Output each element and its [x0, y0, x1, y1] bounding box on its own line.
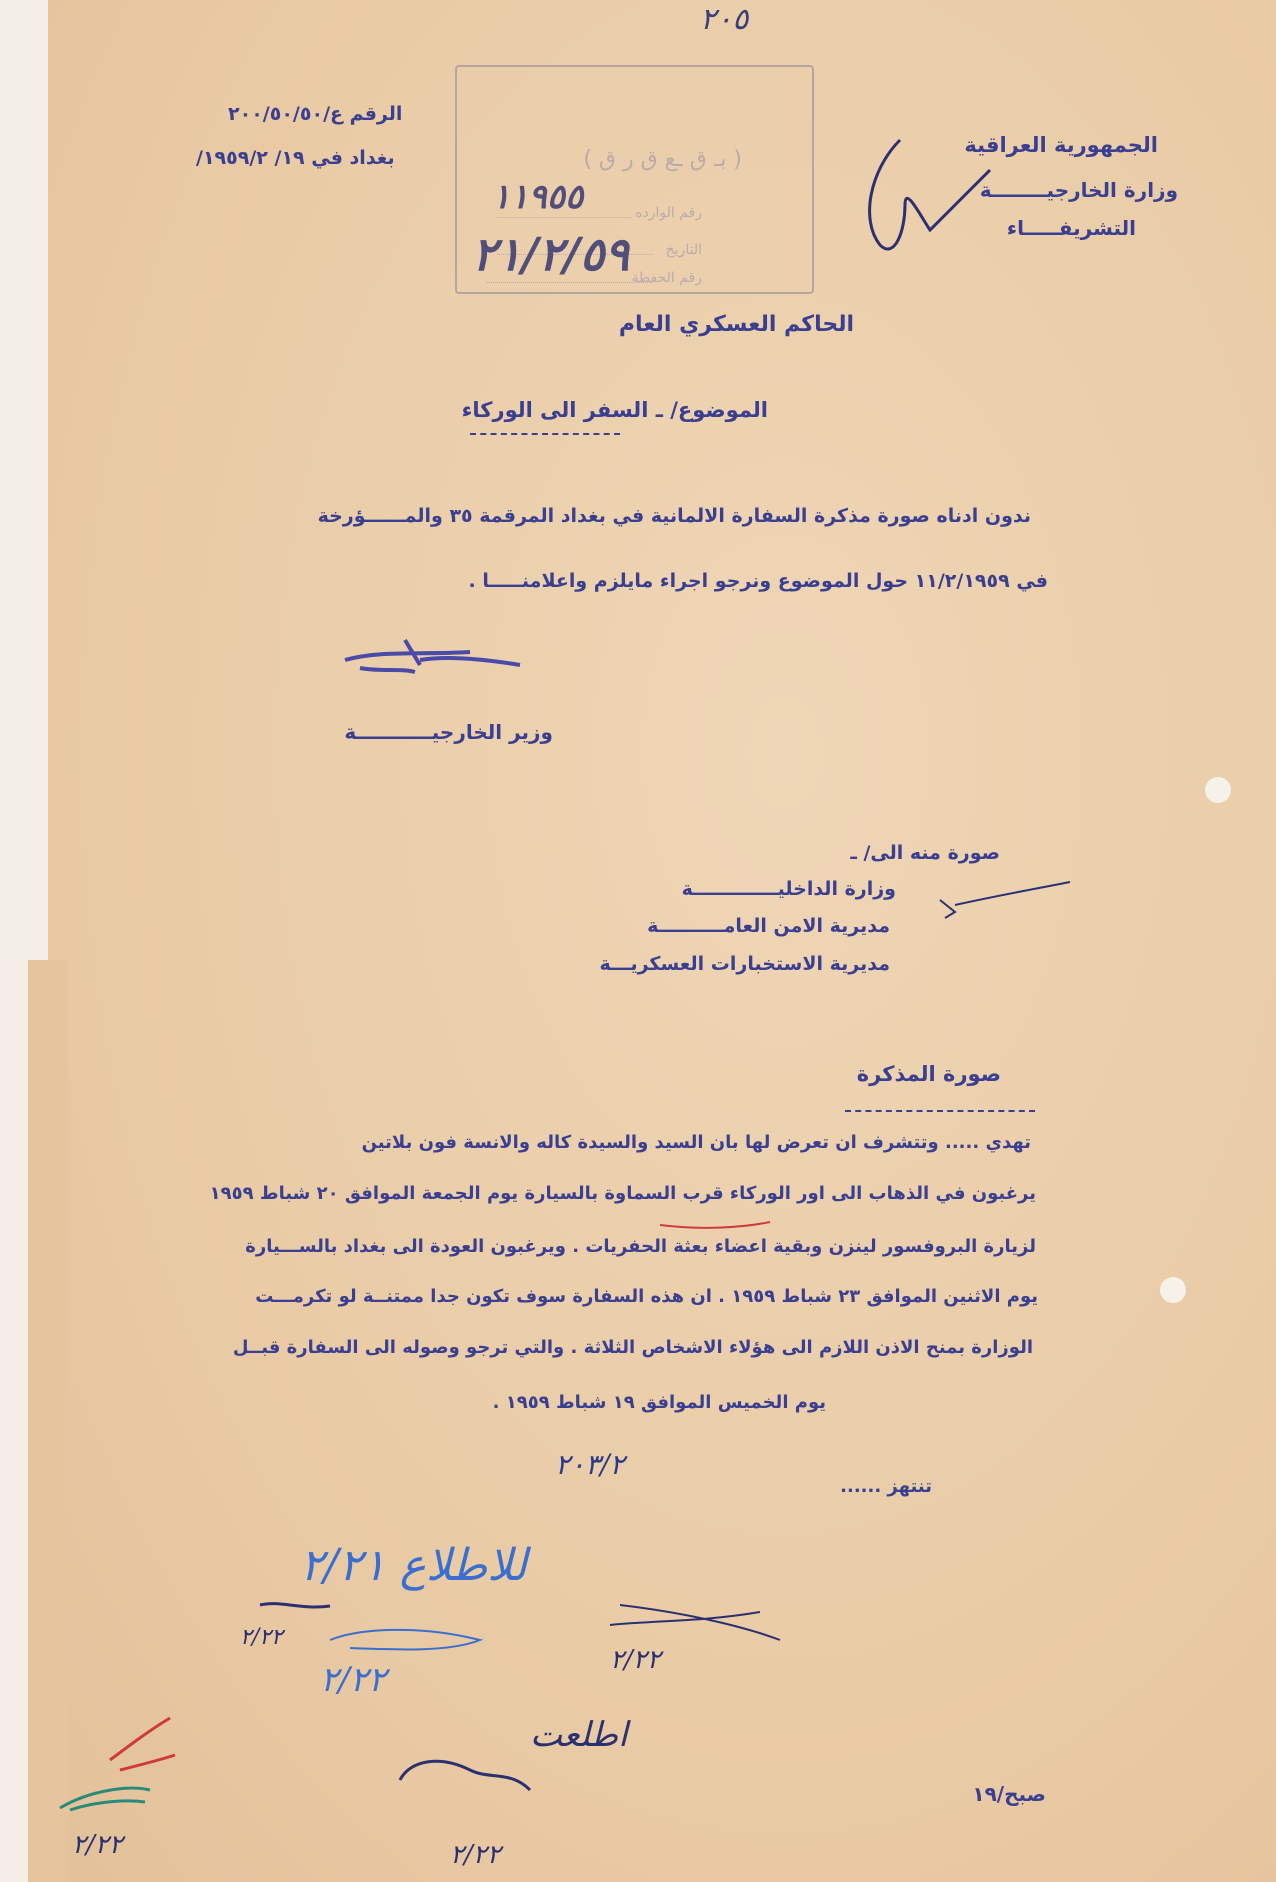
memo-line-1: تهدي ..... وتتشرف ان تعرض لها بان السيد والسيدة كاله والانسة فون بلاتين [361, 1132, 1031, 1153]
stamp-date-value: ٢١/٢/٥٩ [472, 227, 630, 281]
stamp-date-label: التاريخ [665, 242, 702, 258]
bottom-date: ٢/٢٢ [450, 1840, 501, 1870]
signatory: وزير الخارجيـــــــــــة [344, 720, 553, 744]
copy-recipient-interior: وزارة الداخليـــــــــــــة [681, 878, 896, 900]
copy-checkmark [940, 882, 1070, 918]
green-mark [60, 1788, 150, 1810]
seen-note: اطلعت [530, 1715, 628, 1755]
margin-date-note: ٢٠٣/٢ [555, 1448, 625, 1481]
initial-date-2: ٢/٢٢ [320, 1660, 387, 1700]
copies-heading: صورة منه الى/ ـ [850, 842, 1000, 864]
red-mark [110, 1718, 175, 1770]
memo-line-5: الوزارة بمنح الاذن اللازم الى هؤلاء الاشخاص الثلاثة . والتي ترجو وصوله الى السفارة قبــل [232, 1337, 1033, 1358]
subject: الموضوع/ ـ السفر الى الوركاء [461, 398, 768, 422]
initial-scribble-2 [610, 1605, 780, 1640]
recipient: الحاكم العسكري العام [618, 312, 854, 337]
stamp-incoming-label: رقم الوارده [635, 205, 702, 221]
page-reference: صبح/١٩ [972, 1782, 1046, 1806]
initial-date-1: ٢/٢٢ [240, 1625, 283, 1650]
minister-signature-scribble [345, 640, 520, 672]
stamp-title: ( بـ ق ـع ق ر ق ) [583, 147, 742, 172]
initial-scribble-3 [330, 1630, 480, 1650]
memo-line-3: لزيارة البروفسور لينزن وبقية اعضاء بعثة الحفريات . ويرغبون العودة الى بغداد بالســـيارة [245, 1236, 1036, 1257]
intro-line-1: ندون ادناه صورة مذكرة السفارة الالمانية في بغداد المرقمة ٣٥ والمــــــؤرخة [317, 505, 1031, 527]
memo-closing: تنتهز ...... [840, 1476, 932, 1497]
intro-line-2: في ١١/٢/١٩٥٩ حول الموضوع ونرجو اجراء مايلزم واعلامنـــــا . [468, 570, 1048, 592]
initial-scribble-1 [260, 1604, 330, 1607]
letterhead-ministry: وزارة الخارجيــــــــة [979, 178, 1178, 202]
copy-recipient-security: مديرية الامن العامــــــــــة [647, 915, 890, 937]
letterhead-protocol: التشريفـــــاء [1006, 216, 1136, 240]
letterhead-signature-scribble [870, 140, 990, 249]
stamp-file-label: رقم الحفظة [631, 270, 702, 286]
letterhead-republic: الجمهورية العراقية [964, 133, 1158, 157]
date-line: بغداد في ١٩/ ١٩٥٩/٢/ [196, 147, 395, 169]
memo-line-2: يرغبون في الذهاب الى اور الوركاء قرب السماوة بالسيارة يوم الجمعة الموافق ٢٠ شباط ١٩٥٩ [209, 1183, 1036, 1204]
initial-date-3: ٢/٢٢ [610, 1645, 661, 1675]
bottom-left-date: ٢/٢٢ [72, 1830, 123, 1860]
top-note: ٢٠٥ [700, 2, 749, 37]
memo-heading: صورة المذكرة [856, 1062, 1001, 1086]
red-underline [660, 1222, 770, 1228]
stamp-incoming-value: ١١٩٥٥ [492, 177, 584, 217]
memo-line-6: يوم الخميس الموافق ١٩ شباط ١٩٥٩ . [492, 1392, 826, 1413]
copy-recipient-intelligence: مديرية الاستخبارات العسكريـــة [599, 953, 890, 975]
for-information-note: للاطلاع ٢/٢١ [300, 1540, 527, 1591]
bottom-signature-scribble [400, 1761, 530, 1790]
memo-line-4: يوم الاثنين الموافق ٢٣ شباط ١٩٥٩ . ان هذه السفارة سوف تكون جدا ممتنــة لو تكرمـــت [255, 1286, 1038, 1307]
reference-number: الرقم ع/٢٠٠/٥٠/٥٠ [228, 103, 403, 125]
